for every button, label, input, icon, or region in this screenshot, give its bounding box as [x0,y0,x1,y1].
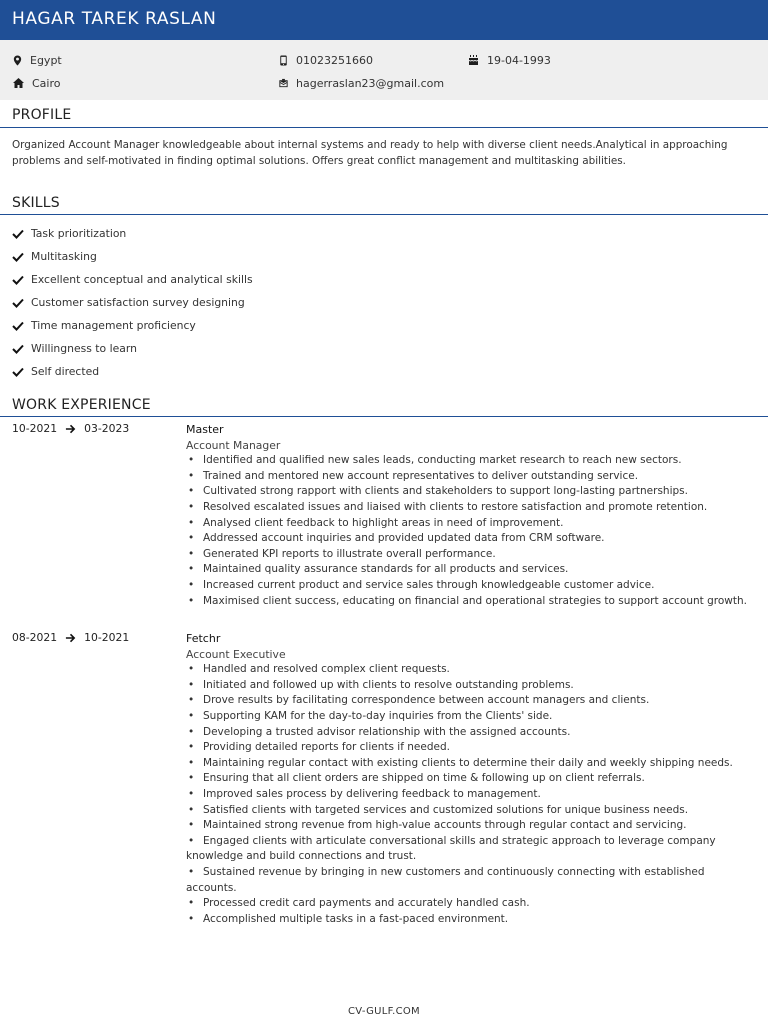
list-item [186,834,751,865]
cake-icon [467,54,480,66]
bullet-dot: • [188,725,195,738]
job-end-date: 03-2023 [84,422,130,435]
list-item [186,500,751,516]
bullet-text: Supporting KAM for the day-to-day inquiries from the Clients' side. [203,709,553,722]
skill-label: Time management proficiency [31,319,196,332]
bullet-dot: • [188,897,195,910]
bullet-text: Satisfied clients with targeted services and customized solutions for unique business needs. [203,803,689,816]
footer-site-link[interactable]: CV-GULF.COM [348,1006,420,1017]
list-item [186,865,751,896]
skill-label: Multitasking [31,250,97,263]
list-item [186,678,751,694]
candidate-name: HAGAR TAREK RASLAN [12,9,217,29]
bullet-dot: • [188,469,195,482]
profile-summary: Organized Account Manager knowledgeable about internal systems and ready to help with diverse client needs.Analytical in approaching problems and self-motivated in finding optimal solutions. Offers great conflict management and multitasking abilities. [12,139,728,167]
bullet-dot: • [188,485,195,498]
checkmark-icon [12,298,24,308]
bullet-dot: • [188,663,195,676]
list-item [186,594,751,610]
list-item [12,245,253,268]
skill-label: Self directed [31,365,100,378]
bullet-text: Increased current product and service sales through knowledgeable customer advice. [203,578,655,591]
bullet-dot: • [188,819,195,832]
bullet-dot: • [188,756,195,769]
contact-birthdate [467,52,551,68]
bullet-text: Developing a trusted advisor relationship with the assigned accounts. [203,725,571,738]
bullet-text: Generated KPI reports to illustrate overall performance. [203,547,496,560]
bullet-text: Initiated and followed up with clients to resolve outstanding problems. [203,678,574,691]
job-title: Account Executive [186,647,286,661]
profile-divider [0,127,768,128]
experience-heading: WORK EXPERIENCE [12,397,151,413]
contact-email [278,75,444,91]
bullet-dot: • [188,678,195,691]
bullet-text: Ensuring that all client orders are shipped on time & following up on client referrals. [203,772,645,785]
bullet-dot: • [188,834,195,847]
list-item [12,360,253,383]
bullet-text: Addressed account inquiries and provided updated data from CRM software. [203,532,605,545]
company-name: Fetchr [186,632,221,645]
bullet-dot: • [188,454,195,467]
contact-country [12,52,62,68]
list-item [186,725,751,741]
list-item [186,484,751,500]
list-item [186,578,751,594]
birthdate-text: 19-04-1993 [487,53,551,67]
contact-phone [278,52,373,68]
bullet-text: Engaged clients with articulate conversational skills and strategic approach to leverage company knowledge and build connections and trust. [186,834,716,863]
list-item [186,709,751,725]
list-item [186,756,751,772]
skills-divider [0,214,768,215]
job-end-date: 10-2021 [84,631,130,644]
skill-label: Task prioritization [31,227,127,240]
list-item [186,547,751,563]
list-item [186,453,751,469]
bullet-dot: • [188,912,195,925]
skill-label: Excellent conceptual and analytical skills [31,273,253,286]
job-start-date: 08-2021 [12,631,58,644]
job-bullets [186,453,751,609]
map-marker-icon [12,55,23,66]
bullet-text: Identified and qualified new sales leads, conducting market research to reach new sectors. [203,454,682,467]
email-icon [278,78,289,89]
job-start-date: 10-2021 [12,422,58,435]
job-dates [12,631,129,644]
list-item [186,818,751,834]
checkmark-icon [12,275,24,285]
list-item [186,912,751,928]
job-dates [12,422,129,435]
company-name: Master [186,423,224,436]
arrow-right-icon [65,424,76,434]
bullet-dot: • [188,516,195,529]
list-item [12,291,253,314]
bullet-dot: • [188,532,195,545]
bullet-dot: • [188,865,195,878]
name-header [0,0,768,40]
bullet-dot: • [188,772,195,785]
bullet-text: Improved sales process by delivering feedback to management. [203,787,541,800]
list-item [12,222,253,245]
bullet-dot: • [188,709,195,722]
list-item [186,531,751,547]
bullet-text: Cultivated strong rapport with clients and stakeholders to support long-lasting partnerships. [203,485,688,498]
job-title: Account Manager [186,438,281,452]
list-item [186,803,751,819]
bullet-text: Maintaining regular contact with existing clients to determine their daily and weekly shipping needs. [203,756,733,769]
bullet-text: Providing detailed reports for clients if needed. [203,741,450,754]
list-item [186,693,751,709]
bullet-text: Processed credit card payments and accurately handled cash. [203,897,530,910]
list-item [186,662,751,678]
bullet-dot: • [188,741,195,754]
phone-text: 01023251660 [296,53,373,67]
country-text: Egypt [30,53,62,67]
job-details [186,422,751,609]
bullet-text: Maintained quality assurance standards for all products and services. [203,563,569,576]
home-icon [12,77,25,89]
bullet-text: Accomplished multiple tasks in a fast-paced environment. [203,912,509,925]
experience-divider [0,416,768,417]
city-text: Cairo [32,76,61,90]
bullet-text: Sustained revenue by bringing in new customers and continuously connecting with established accounts. [186,865,705,894]
arrow-right-icon [65,633,76,643]
list-item [186,469,751,485]
bullet-text: Trained and mentored new account representatives to deliver outstanding service. [203,469,639,482]
list-item [12,314,253,337]
list-item [186,771,751,787]
list-item [186,787,751,803]
list-item [12,268,253,291]
list-item [186,516,751,532]
checkmark-icon [12,229,24,239]
bullet-dot: • [188,578,195,591]
job-bullets [186,662,751,927]
email-text: hagerraslan23@gmail.com [296,76,445,90]
bullet-dot: • [188,787,195,800]
bullet-text: Drove results by facilitating correspondence between account managers and clients. [203,694,650,707]
contact-bar [0,40,768,100]
list-item [186,562,751,578]
list-item [186,740,751,756]
bullet-dot: • [188,803,195,816]
job-details [186,631,751,927]
checkmark-icon [12,344,24,354]
bullet-text: Handled and resolved complex client requests. [203,663,450,676]
profile-heading: PROFILE [12,107,72,123]
bullet-dot: • [188,500,195,513]
bullet-dot: • [188,594,195,607]
phone-icon [278,55,289,66]
checkmark-icon [12,252,24,262]
skills-list [12,222,253,383]
list-item [12,337,253,360]
checkmark-icon [12,321,24,331]
bullet-dot: • [188,547,195,560]
skill-label: Customer satisfaction survey designing [31,296,245,309]
bullet-dot: • [188,694,195,707]
bullet-dot: • [188,563,195,576]
list-item [186,896,751,912]
bullet-text: Maintained strong revenue from high-value accounts through regular contact and servicing. [203,819,687,832]
bullet-text: Analysed client feedback to highlight areas in need of improvement. [203,516,564,529]
contact-city [12,75,61,91]
bullet-text: Resolved escalated issues and liaised with clients to restore satisfaction and promote retention. [203,500,708,513]
skill-label: Willingness to learn [31,342,137,355]
skills-heading: SKILLS [12,195,60,211]
bullet-text: Maximised client success, educating on financial and operational strategies to support account growth. [203,594,747,607]
checkmark-icon [12,367,24,377]
